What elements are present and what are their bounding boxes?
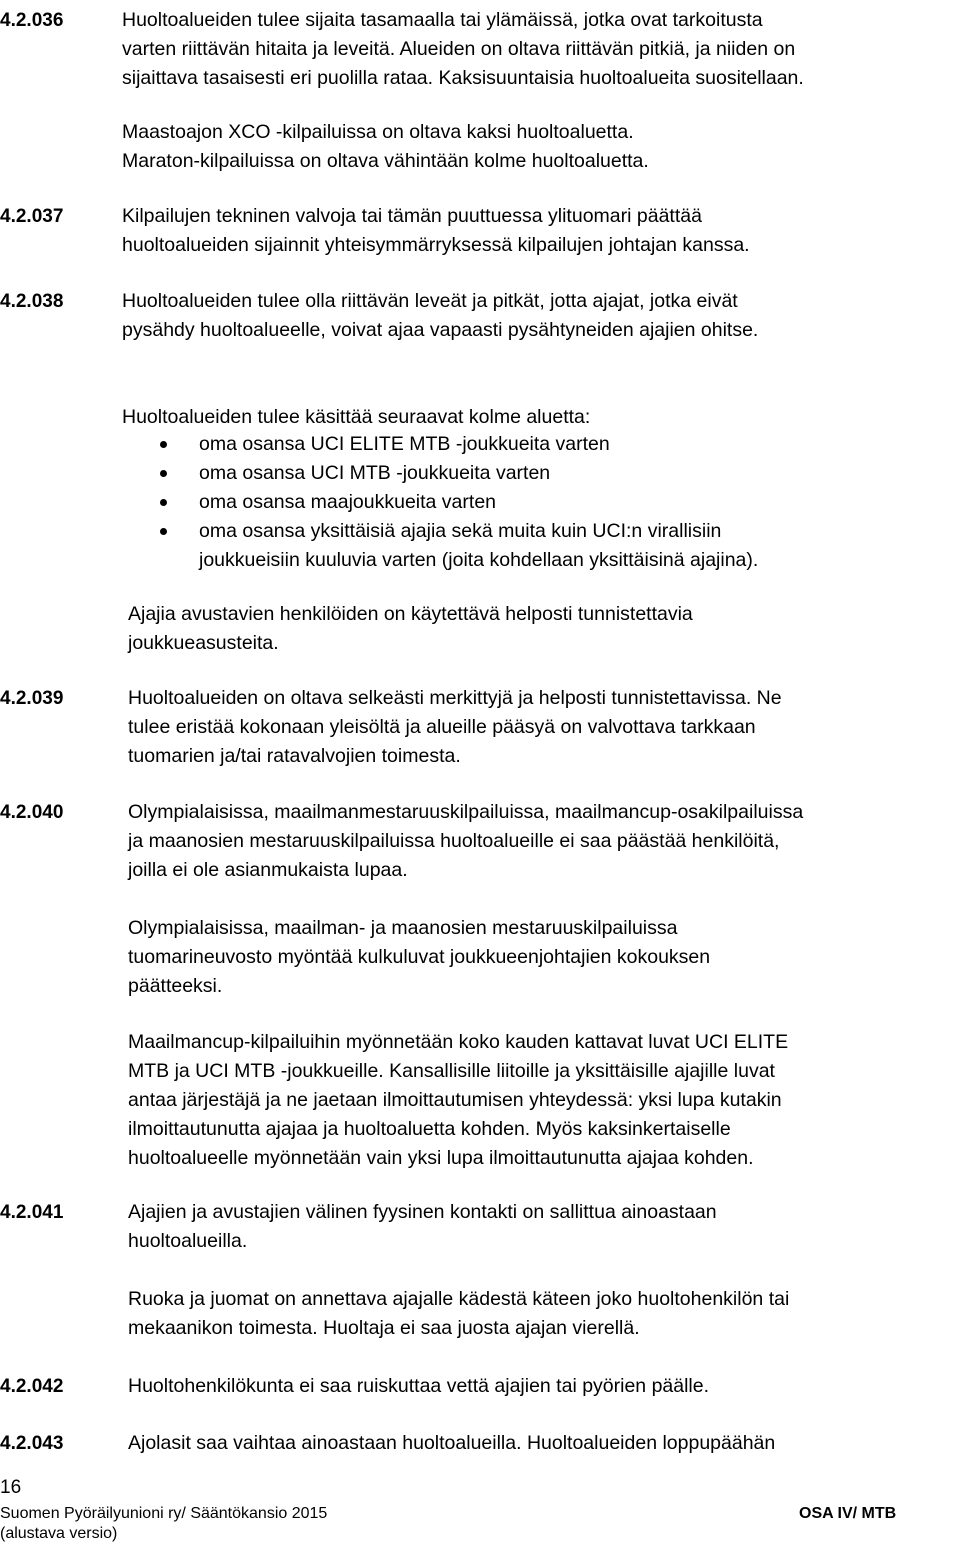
paragraph-line: huoltoalueiden sijainnit yhteisymmärryksessä kilpailujen johtajan kanssa. [122, 234, 750, 256]
page-number: 16 [0, 1477, 22, 1498]
paragraph-line: MTB ja UCI MTB -joukkueille. Kansallisille liitoille ja yksittäisille ajajille luvat [128, 1060, 775, 1082]
paragraph-line: joilla ei ole asianmukaista lupaa. [128, 859, 408, 881]
section-number: 4.2.036 [0, 10, 64, 31]
bullet-item-line: oma osansa maajoukkueita varten [199, 491, 497, 513]
bullet-item-line: oma osansa UCI MTB -joukkueita varten [199, 462, 551, 484]
bullet-icon [160, 499, 167, 506]
section-number: 4.2.038 [0, 291, 64, 312]
paragraph-line: joukkueasusteita. [128, 632, 279, 654]
section-number: 4.2.042 [0, 1376, 64, 1397]
paragraph-line: sijaittava tasaisesti eri puolilla rataa. Kaksisuuntaisia huoltoalueita suositellaan. [122, 67, 804, 89]
paragraph-line: Maraton-kilpailuissa on oltava vähintään kolme huoltoaluetta. [122, 150, 649, 172]
paragraph-line: Huoltoalueiden tulee sijaita tasamaalla tai ylämäissä, jotka ovat tarkoitusta [122, 9, 763, 31]
footer-organization: Suomen Pyöräilyunioni ry/ Sääntökansio 2015 [0, 1505, 328, 1522]
paragraph-line: tuomarineuvosto myöntää kulkuluvat joukkueenjohtajien kokouksen [128, 946, 711, 968]
section-number: 4.2.043 [0, 1433, 64, 1454]
paragraph-line: tulee eristää kokonaan yleisöltä ja alueille pääsyä on valvottava tarkkaan [128, 716, 756, 738]
paragraph-line: Maailmancup-kilpailuihin myönnetään koko kauden kattavat luvat UCI ELITE [128, 1031, 789, 1053]
paragraph-line: Kilpailujen tekninen valvoja tai tämän puuttuessa ylituomari päättää [122, 205, 702, 227]
section-number: 4.2.037 [0, 206, 64, 227]
section-number: 4.2.041 [0, 1202, 64, 1223]
bullet-icon [160, 470, 167, 477]
paragraph-line: Huoltoalueiden tulee käsittää seuraavat kolme aluetta: [122, 406, 591, 428]
paragraph-line: varten riittävän hitaita ja leveitä. Alueiden on oltava riittävän pitkiä, ja niiden on [122, 38, 796, 60]
bullet-item-line: oma osansa UCI ELITE MTB -joukkueita varten [199, 433, 610, 455]
paragraph-line: tuomarien ja/tai ratavalvojien toimesta. [128, 745, 461, 767]
paragraph-line: Olympialaisissa, maailman- ja maanosien mestaruuskilpailuissa [128, 917, 678, 939]
footer-version: (alustava versio) [0, 1525, 118, 1542]
paragraph-line: Olympialaisissa, maailmanmestaruuskilpailuissa, maailmancup-osakilpailuissa [128, 801, 804, 823]
bullet-icon [160, 528, 167, 535]
footer-part: OSA IV/ MTB [799, 1505, 897, 1522]
paragraph-line: ilmoittautunutta ajajaa ja huoltoaluetta kohden. Myös kaksinkertaiselle [128, 1118, 731, 1140]
paragraph-line: Ajajien ja avustajien välinen fyysinen kontakti on sallittua ainoastaan [128, 1201, 717, 1223]
paragraph-line: pysähdy huoltoalueelle, voivat ajaa vapaasti pysähtyneiden ajajien ohitse. [122, 319, 759, 341]
paragraph-line: ja maanosien mestaruuskilpailuissa huoltoalueille ei saa päästää henkilöitä, [128, 830, 780, 852]
bullet-icon [160, 441, 167, 448]
paragraph-line: mekaanikon toimesta. Huoltaja ei saa juosta ajajan vierellä. [128, 1317, 640, 1339]
bullet-item-line: oma osansa yksittäisiä ajajia sekä muita kuin UCI:n virallisiin [199, 520, 722, 542]
paragraph-line: Ajolasit saa vaihtaa ainoastaan huoltoalueilla. Huoltoalueiden loppupäähän [128, 1432, 776, 1454]
paragraph-line: päätteeksi. [128, 975, 223, 997]
paragraph-line: Ruoka ja juomat on annettava ajajalle kädestä käteen joko huoltohenkilön tai [128, 1288, 790, 1310]
bullet-item-line: joukkueisiin kuuluvia varten (joita kohdellaan yksittäisinä ajajina). [199, 549, 759, 571]
paragraph-line: Huoltoalueiden tulee olla riittävän leveät ja pitkät, jotta ajajat, jotka eivät [122, 290, 738, 312]
paragraph-line: huoltoalueelle myönnetään vain yksi lupa ilmoittautunutta ajajaa kohden. [128, 1147, 754, 1169]
section-number: 4.2.040 [0, 802, 64, 823]
paragraph-line: Huoltohenkilökunta ei saa ruiskuttaa vettä ajajien tai pyörien päälle. [128, 1375, 710, 1397]
paragraph-line: Ajajia avustavien henkilöiden on käytettävä helposti tunnistettavia [128, 603, 693, 625]
paragraph-line: antaa järjestäjä ja ne jaetaan ilmoittautumisen yhteydessä: yksi lupa kutakin [128, 1089, 782, 1111]
paragraph-line: Maastoajon XCO -kilpailuissa on oltava kaksi huoltoaluetta. [122, 121, 634, 143]
paragraph-line: Huoltoalueiden on oltava selkeästi merkittyjä ja helposti tunnistettavissa. Ne [128, 687, 782, 709]
section-number: 4.2.039 [0, 688, 64, 709]
paragraph-line: huoltoalueilla. [128, 1230, 248, 1252]
